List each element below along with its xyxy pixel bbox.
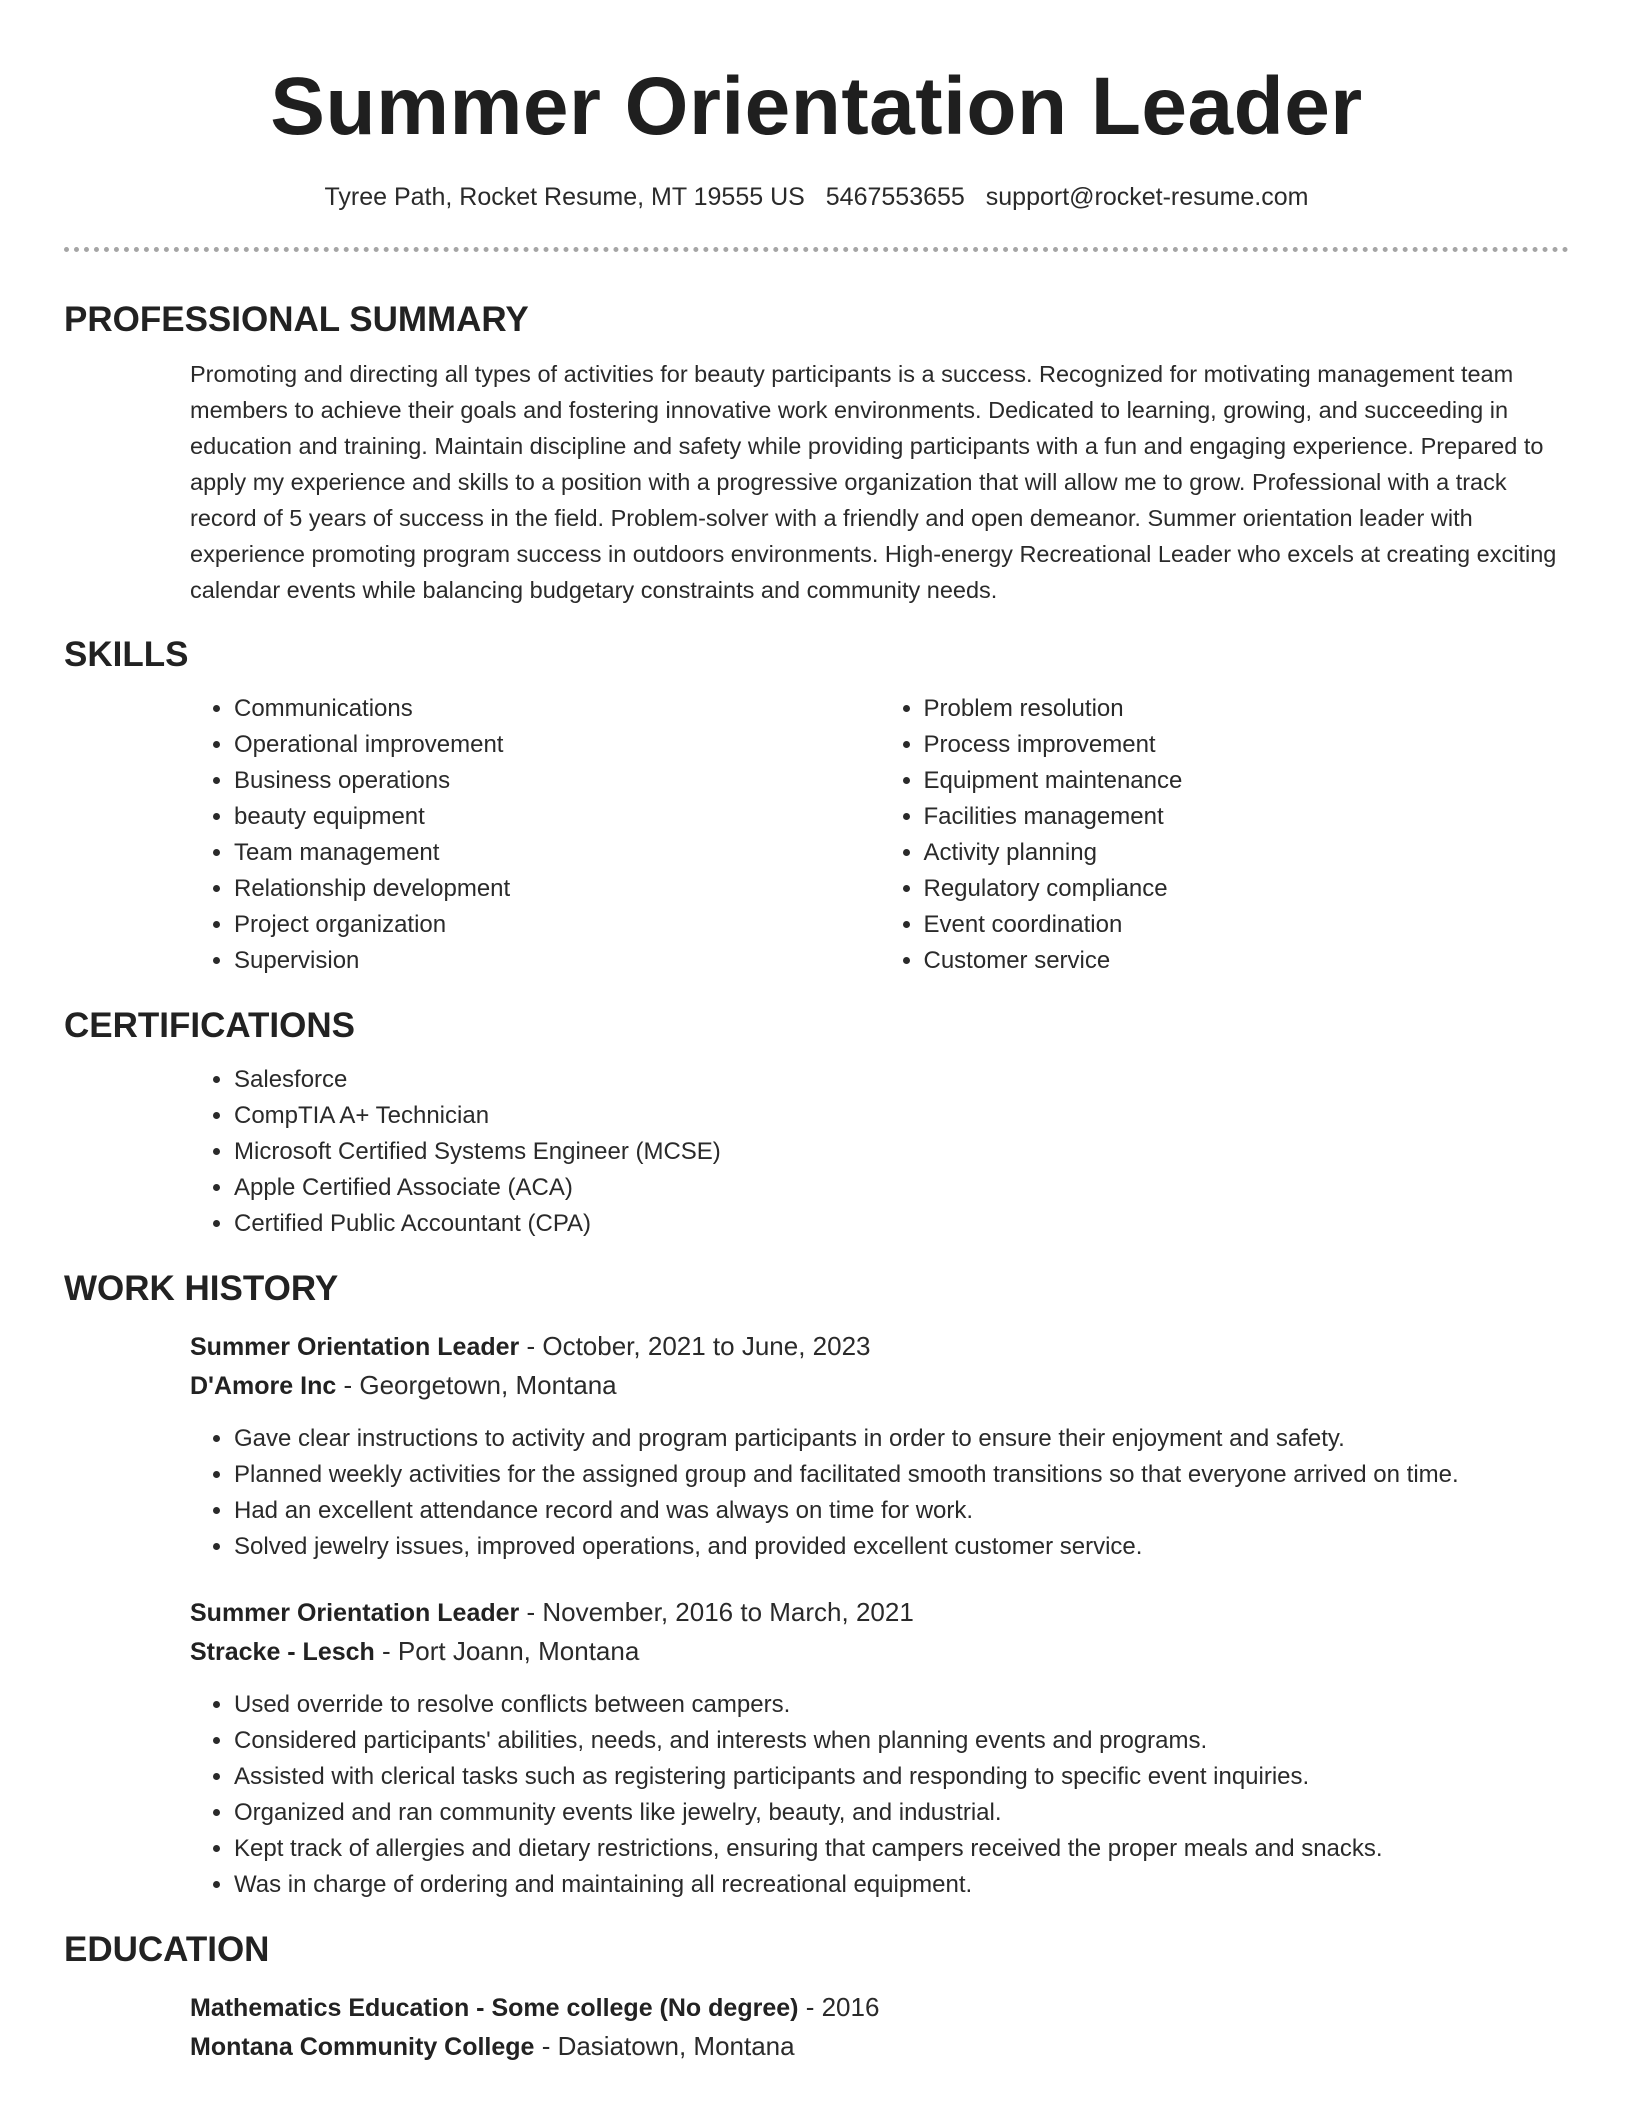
job-role: Summer Orientation Leader [190, 1599, 520, 1627]
header-divider [64, 247, 1569, 252]
list-item: • Regulatory compliance [924, 871, 1570, 907]
certifications-title: CERTIFICATIONS [64, 1006, 356, 1045]
list-item: • Team management [234, 835, 880, 871]
list-item: • Process improvement [924, 727, 1570, 763]
list-item: • Business operations [234, 763, 880, 799]
list-item: • Solved jewelry issues, improved operations, and provided excellent customer service. [234, 1529, 1569, 1565]
contact-phone: 5467553655 [825, 183, 965, 211]
education-school-line [190, 2027, 1569, 2066]
list-item: • Customer service [924, 943, 1570, 979]
list-item: • Organized and ran community events like jewelry, beauty, and industrial. [234, 1795, 1569, 1831]
list-item: • Kept track of allergies and dietary restrictions, ensuring that campers received the proper meals and snacks. [234, 1831, 1569, 1867]
list-item: • Microsoft Certified Systems Engineer (MCSE) [234, 1134, 1569, 1170]
skills-right-list [880, 691, 1570, 979]
list-item: • Supervision [234, 943, 880, 979]
education-section [64, 1928, 1569, 2066]
list-item: • Project organization [234, 907, 880, 943]
job-dates: - October, 2021 to June, 2023 [519, 1331, 871, 1361]
list-item: • Relationship development [234, 871, 880, 907]
job-role-line [190, 1593, 1569, 1632]
list-item: • Salesforce [234, 1062, 1569, 1098]
job-role: Summer Orientation Leader [190, 1333, 520, 1361]
contact-line [64, 180, 1569, 214]
education-title: EDUCATION [64, 1930, 270, 1969]
skills-section [64, 633, 1569, 979]
job-company-line [190, 1632, 1569, 1671]
list-item: • Event coordination [924, 907, 1570, 943]
job-company-line [190, 1366, 1569, 1405]
list-item: • Equipment maintenance [924, 763, 1570, 799]
list-item: • Communications [234, 691, 880, 727]
job-location: - Georgetown, Montana [336, 1370, 617, 1400]
summary-text: Promoting and directing all types of activities for beauty participants is a success. Recognized for motivating management team members to achieve their goals and fostering innovative work environments. Dedicated to learning, growing, and succeeding in education and training. Maintain discipline and safety while providing participants with a fun and engaging experience. Prepared to apply my experience and skills to a position with a progressive organization that will allow me to grow. Professional with a track record of 5 years of success in the field. Problem-solver with a friendly and open demeanor. Summer orientation leader with experience promoting program success in outdoors environments. High-energy Recreational Leader who excels at creating exciting calendar events while balancing budgetary constraints and community needs. [190, 361, 1557, 603]
job-dates: - November, 2016 to March, 2021 [519, 1597, 914, 1627]
list-item: • beauty equipment [234, 799, 880, 835]
contact-address: Tyree Path, Rocket Resume, MT 19555 US [324, 183, 805, 211]
resume-page [64, 0, 1569, 2066]
list-item: • Was in charge of ordering and maintaining all recreational equipment. [234, 1867, 1569, 1903]
list-item: • Certified Public Accountant (CPA) [234, 1206, 1569, 1242]
job-company: Stracke - Lesch [190, 1638, 375, 1666]
list-item: • Operational improvement [234, 727, 880, 763]
job-role-line [190, 1327, 1569, 1366]
education-degree: Mathematics Education - Some college (No degree) [190, 1994, 799, 2022]
job-bullets [190, 1421, 1569, 1565]
job-bullets [190, 1687, 1569, 1903]
list-item: • Considered participants' abilities, needs, and interests when planning events and programs. [234, 1723, 1569, 1759]
list-item: • Planned weekly activities for the assigned group and facilitated smooth transitions so that everyone arrived on time. [234, 1457, 1569, 1493]
list-item: • Had an excellent attendance record and was always on time for work. [234, 1493, 1569, 1529]
work-title: WORK HISTORY [64, 1269, 339, 1308]
list-item: • Used override to resolve conflicts between campers. [234, 1687, 1569, 1723]
summary-title: PROFESSIONAL SUMMARY [64, 300, 529, 339]
candidate-name: Summer Orientation Leader [270, 61, 1363, 152]
work-section [64, 1267, 1569, 1903]
list-item: • Assisted with clerical tasks such as registering participants and responding to specific event inquiries. [234, 1759, 1569, 1795]
list-item: • CompTIA A+ Technician [234, 1098, 1569, 1134]
list-item: • Apple Certified Associate (ACA) [234, 1170, 1569, 1206]
list-item: • Facilities management [924, 799, 1570, 835]
education-school: Montana Community College [190, 2033, 535, 2061]
job-entry [64, 1327, 1569, 1565]
education-year: - 2016 [798, 1992, 880, 2022]
education-location: - Dasiatown, Montana [534, 2031, 795, 2061]
certifications-list [190, 1062, 1569, 1242]
list-item: • Problem resolution [924, 691, 1570, 727]
education-entry [64, 1988, 1569, 2066]
certifications-section [64, 1004, 1569, 1242]
list-item: • Gave clear instructions to activity and program participants in order to ensure their enjoyment and safety. [234, 1421, 1569, 1457]
skills-left-list [190, 691, 880, 979]
job-entry [64, 1593, 1569, 1903]
summary-section [64, 298, 1569, 608]
list-item: • Activity planning [924, 835, 1570, 871]
skills-columns [64, 691, 1569, 979]
education-degree-line [190, 1988, 1569, 2027]
job-company: D'Amore Inc [190, 1372, 337, 1400]
contact-email: support@rocket-resume.com [985, 183, 1309, 211]
skills-title: SKILLS [64, 635, 189, 674]
job-location: - Port Joann, Montana [374, 1636, 640, 1666]
